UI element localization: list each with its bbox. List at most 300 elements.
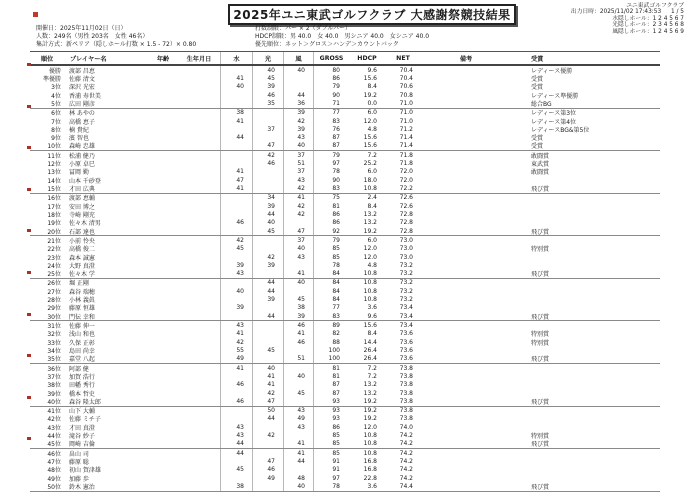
score-kaze-cell: 42 [283,184,313,192]
gross-cell: 85 [313,431,349,439]
hdcp-cell: 25.2 [363,160,377,168]
age-cell [148,372,178,380]
score-mizu-cell [220,253,252,261]
player-name-cell: 森谷 隆太郎 [69,398,101,406]
net-cell: 73.2 [399,270,413,278]
age-cell [148,449,178,457]
biko-cell [421,415,511,423]
net-cell: 72.0 [399,176,413,184]
hdcp-cell: 13.2 [363,210,377,218]
score-kaze-cell [283,261,313,269]
player-name-cell: 寺崎 剛充 [69,211,95,219]
award-cell: 東武賞 [531,161,550,168]
birthdate-cell [178,194,220,202]
score-kaze-cell: 37 [283,236,313,244]
rank-cell: 35位 [47,356,61,363]
hdcp-limit: HDCP制限：男 40.0 女 40.0 男シニア 40.0 女シニア 40.0 [255,33,430,40]
gross-cell: 92 [313,227,349,235]
hdcp-cell: 7.2 [367,372,377,380]
score-kaze-cell: 45 [283,389,313,397]
gross-cell: 81 [313,364,349,372]
award-cell: 飛び賞 [531,228,550,236]
score-hikari-cell [252,245,283,253]
award-cell: レディース第4位 [531,118,577,126]
score-kaze-cell: 40 [283,142,313,150]
score-hikari-cell: 42 [252,389,283,397]
gross-cell: 84 [313,295,349,303]
award-cell [511,457,660,465]
score-mizu-cell [220,142,252,150]
biko-cell [421,449,511,457]
net-cell: 73.0 [399,253,413,261]
gross-cell: 84 [313,279,349,287]
score-kaze-cell: 42 [283,210,313,218]
award-cell [511,295,660,303]
gross-cell: 79 [313,236,349,244]
rank-cell: 4位 [51,92,61,100]
score-mizu-cell [220,407,252,415]
age-cell [148,202,178,210]
hdcp-cell: 10.8 [363,279,377,287]
birthdate-cell [178,338,220,346]
score-mizu-cell [220,66,252,74]
player-name-cell: 阿部 健 [69,365,89,373]
rank-cell: 33位 [47,339,61,347]
birthdate-cell [178,202,220,210]
score-mizu-cell: 40 [220,287,252,295]
score-mizu-cell: 41 [220,74,252,82]
score-hikari-cell [252,270,283,278]
birthdate-cell [178,466,220,474]
score-hikari-cell: 46 [252,159,283,167]
score-kaze-cell [283,287,313,295]
rank-cell: 48位 [47,467,61,474]
award-cell [511,372,660,380]
age-cell [148,287,178,295]
biko-cell [421,321,511,329]
net-cell: 71.0 [399,99,413,107]
age-cell [148,466,178,474]
table-row [30,270,660,279]
hdcp-cell: 10.8 [363,296,377,304]
hidden-holes-hikari: 光隠しホール：2 3 4 5 6 8 [612,22,684,29]
biko-cell [421,109,511,117]
gross-cell: 79 [313,151,349,159]
birthdate-cell [178,134,220,142]
age-cell [148,109,178,117]
gross-cell: 97 [313,159,349,167]
net-cell: 71.8 [399,160,413,168]
rank-cell: 13位 [47,169,61,177]
score-hikari-cell: 50 [252,407,283,415]
biko-cell [421,381,511,389]
event-date: 開催日：2025年11月02日（日） [36,25,127,32]
score-kaze-cell: 41 [283,440,313,448]
player-name-cell: 高橋 俊二 [69,246,95,253]
age-cell [148,295,178,303]
biko-cell [421,389,511,397]
birthdate-cell [178,168,220,176]
gross-cell: 83 [313,312,349,320]
score-kaze-cell [283,431,313,439]
birthdate-cell [178,407,220,415]
margin-group-tick [27,437,31,440]
table-row [30,253,660,261]
score-mizu-cell: 41 [220,330,252,338]
award-cell [511,474,660,482]
table-row [30,295,660,303]
table-row [30,125,660,133]
table-row [30,449,660,457]
score-hikari-cell [252,184,283,192]
biko-cell [421,91,511,99]
hdcp-cell: 0.0 [367,99,377,107]
col-header-biko: 備考 [459,55,473,63]
gross-cell: 80 [313,66,349,74]
player-name-cell: 松浦 健乃 [69,152,95,160]
biko-cell [421,397,511,405]
score-kaze-cell: 42 [283,202,313,210]
score-kaze-cell [283,397,313,405]
hdcp-cell: 12.0 [363,245,377,253]
age-cell [148,219,178,227]
birthdate-cell [178,245,220,253]
score-mizu-cell [220,312,252,320]
player-name-cell: 森崎 忠雄 [69,143,95,151]
rank-cell: 34位 [47,347,61,355]
hdcp-cell: 12.0 [363,423,377,431]
corner-red-mark [33,12,38,17]
biko-cell [421,66,511,74]
score-kaze-cell: 42 [283,117,313,125]
score-mizu-cell [220,151,252,159]
birthdate-cell [178,219,220,227]
scoring-method: 集計方式：新ペリア（隠しホール打数 × 1.5 - 72）× 0.80 [36,41,197,48]
birthdate-cell [178,253,220,261]
score-hikari-cell: 47 [252,142,283,150]
net-cell: 73.8 [399,397,413,405]
biko-cell [421,159,511,167]
net-cell: 73.2 [399,296,413,304]
award-cell [511,210,660,218]
age-cell [148,99,178,107]
rank-cell: 20位 [47,228,61,236]
score-kaze-cell: 39 [283,109,313,117]
player-name-cell: 高橋 恵子 [69,118,95,126]
score-mizu-cell [220,415,252,423]
player-name-cell: 滝谷 妙子 [69,433,95,440]
output-datetime-line [571,9,684,15]
table-row [30,219,660,227]
award-cell [511,407,660,415]
net-cell: 70.8 [399,91,413,99]
score-hikari-cell: 41 [252,372,283,380]
net-cell: 71.4 [399,142,413,150]
net-cell: 73.4 [399,304,413,312]
score-mizu-cell [220,279,252,287]
score-kaze-cell: 39 [283,125,313,133]
age-cell [148,261,178,269]
score-hikari-cell: 39 [252,202,283,210]
score-hikari-cell: 44 [252,312,283,320]
player-name-cell: 畠山 司 [69,450,89,458]
gross-cell: 87 [313,389,349,397]
age-cell [148,407,178,415]
player-name-cell: 小原 卓巳 [69,161,95,168]
biko-cell [421,338,511,346]
rank-cell: 優勝 [48,67,61,75]
age-cell [148,330,178,338]
table-row [30,338,660,346]
score-kaze-cell [283,381,313,389]
rank-cell: 23位 [47,254,61,262]
award-cell [511,279,660,287]
margin-group-tick [27,63,31,66]
player-name-cell: 渡部 昌恵 [69,67,95,75]
rank-cell: 21位 [47,237,61,245]
score-hikari-cell: 45 [252,227,283,235]
biko-cell [421,279,511,287]
hdcp-cell: 10.8 [363,440,377,448]
score-mizu-cell: 43 [220,321,252,329]
award-cell: 受賞 [531,135,544,142]
award-cell [511,321,660,329]
score-kaze-cell: 46 [283,321,313,329]
biko-cell [421,134,511,142]
birthdate-cell [178,440,220,448]
award-cell [511,381,660,389]
net-cell: 73.2 [399,279,413,287]
rank-cell: 12位 [47,161,61,168]
age-cell [148,142,178,150]
player-name-cell: 島田 尚幸 [69,347,95,355]
hidden-holes-kaze: 風隠しホール：1 2 4 5 6 9 [612,28,684,35]
birthdate-cell [178,457,220,465]
award-cell [511,389,660,397]
gross-cell: 81 [313,202,349,210]
biko-cell [421,270,511,278]
gross-cell: 91 [313,457,349,465]
rank-cell: 44位 [47,433,61,440]
biko-cell [421,236,511,244]
score-hikari-cell: 44 [252,279,283,287]
margin-group-tick [27,354,31,357]
score-mizu-cell: 40 [220,83,252,91]
table-row [30,210,660,218]
player-name-cell: 小前 怜央 [69,237,95,245]
player-name-cell: 鈴木 憲治 [69,483,95,491]
score-mizu-cell: 44 [220,440,252,448]
score-mizu-cell: 47 [220,176,252,184]
award-cell: レディース準優勝 [531,92,579,100]
biko-cell [421,364,511,372]
margin-group-tick [27,188,31,191]
table-row [30,236,660,244]
biko-cell [421,304,511,312]
score-mizu-cell: 41 [220,184,252,192]
biko-cell [421,176,511,184]
gross-cell: 71 [313,99,349,107]
hdcp-cell: 10.8 [363,270,377,278]
birthdate-cell [178,109,220,117]
table-row [30,312,660,321]
age-cell [148,194,178,202]
hdcp-cell: 7.2 [367,364,377,372]
player-name-cell: 初山 賀津雄 [69,467,101,474]
net-cell: 71.8 [399,151,413,159]
biko-cell [421,142,511,150]
age-cell [148,338,178,346]
age-cell [148,168,178,176]
player-name-cell: 田幡 秀行 [69,382,95,389]
biko-cell [421,440,511,448]
score-kaze-cell [283,219,313,227]
score-mizu-cell [220,389,252,397]
score-kaze-cell: 39 [283,312,313,320]
score-mizu-cell: 38 [220,109,252,117]
score-mizu-cell [220,210,252,218]
age-cell [148,125,178,133]
birthdate-cell [178,312,220,320]
age-cell [148,151,178,159]
rank-cell: 26位 [47,280,61,288]
net-cell: 73.8 [399,364,413,372]
score-kaze-cell: 43 [283,407,313,415]
award-cell: 飛び賞 [531,356,550,363]
net-cell: 72.2 [399,185,413,193]
birthdate-cell [178,261,220,269]
player-name-cell: 林 あやの [69,110,95,117]
event-meta-block [36,25,196,49]
score-mizu-cell: 42 [220,236,252,244]
birthdate-cell [178,304,220,312]
hdcp-cell: 19.2 [363,397,377,405]
birthdate-cell [178,227,220,235]
gross-cell: 86 [313,219,349,227]
table-row [30,227,660,236]
biko-cell [421,117,511,125]
rank-cell: 29位 [47,305,61,313]
score-kaze-cell: 43 [283,253,313,261]
gross-cell: 77 [313,109,349,117]
birthdate-cell [178,397,220,405]
award-cell: 受賞 [531,84,544,91]
score-kaze-cell: 40 [283,482,313,490]
gross-cell: 89 [313,321,349,329]
biko-cell [421,74,511,82]
player-name-cell: 佐藤 伸一 [69,323,95,330]
rank-cell: 27位 [47,288,61,296]
score-hikari-cell: 39 [252,83,283,91]
biko-cell [421,99,511,107]
player-name-cell: 小林 義眞 [69,297,95,304]
biko-cell [421,261,511,269]
rank-cell: 40位 [47,398,61,406]
gross-cell: 75 [313,194,349,202]
player-name-cell: 才田 広典 [69,186,95,193]
score-kaze-cell [283,466,313,474]
gross-cell: 78 [313,261,349,269]
net-cell: 73.2 [399,287,413,295]
biko-cell [421,482,511,490]
score-hikari-cell: 45 [252,346,283,354]
rank-cell: 15位 [47,186,61,193]
award-cell: 受賞 [531,143,544,151]
score-mizu-cell: 55 [220,346,252,354]
table-body [30,66,660,492]
score-kaze-cell: 51 [283,159,313,167]
hdcp-cell: 19.2 [363,415,377,423]
net-cell: 74.2 [399,474,413,482]
table-row [30,440,660,449]
award-cell [511,194,660,202]
col-header-age: 年齢 [156,55,170,63]
score-hikari-cell [252,321,283,329]
net-cell: 71.0 [399,109,413,117]
score-hikari-cell: 42 [252,151,283,159]
player-name-cell: 佐々木 学 [69,271,95,278]
birthdate-cell [178,321,220,329]
net-cell: 73.4 [399,312,413,320]
rank-cell: 31位 [47,323,61,330]
table-row [30,134,660,142]
table-row [30,117,660,125]
player-name-cell: 安田 博之 [69,203,95,211]
hdcp-cell: 13.2 [363,381,377,389]
net-cell: 73.8 [399,415,413,423]
biko-cell [421,330,511,338]
margin-group-tick [27,271,31,274]
score-hikari-cell [252,423,283,431]
score-hikari-cell: 39 [252,295,283,303]
col-header-player-name: プレイヤー名 [70,55,107,63]
player-name-cell: 嘉堂 八起 [69,356,95,363]
table-row [30,202,660,210]
player-name-cell: 堀 正剛 [69,280,89,288]
biko-cell [421,83,511,91]
award-cell: 特別賞 [531,246,550,253]
stroke-limit: 打数制限：パー × 2（ダブルパー） [255,25,351,32]
table-row [30,142,660,151]
score-hikari-cell [252,109,283,117]
score-hikari-cell [252,168,283,176]
score-hikari-cell [252,117,283,125]
results-table [30,51,660,492]
score-hikari-cell: 44 [252,210,283,218]
biko-cell [421,372,511,380]
score-kaze-cell: 43 [283,423,313,431]
rank-cell: 3位 [51,84,61,91]
award-cell: 総合BG [531,100,552,108]
net-cell: 72.8 [399,219,413,227]
score-mizu-cell [220,372,252,380]
gross-cell: 77 [313,304,349,312]
biko-cell [421,245,511,253]
birthdate-cell [178,346,220,354]
hdcp-cell: 6.0 [367,168,377,176]
gross-cell: 91 [313,466,349,474]
score-mizu-cell: 46 [220,381,252,389]
score-kaze-cell: 43 [283,134,313,142]
award-cell: レディース第3位 [531,110,577,117]
score-kaze-cell: 46 [283,338,313,346]
hdcp-cell: 19.2 [363,227,377,235]
birthdate-cell [178,287,220,295]
gross-cell: 86 [313,210,349,218]
age-cell [148,346,178,354]
age-cell [148,355,178,363]
age-cell [148,312,178,320]
